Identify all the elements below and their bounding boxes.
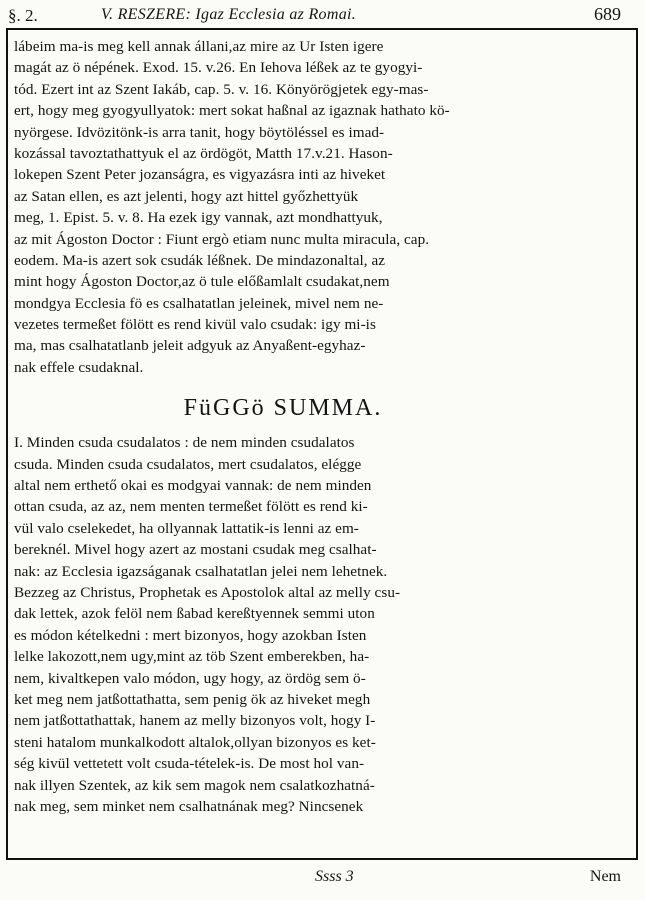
- text-line: vezetes termeßet fölött es rend kivül valo csudak: igy mi-is: [14, 316, 376, 334]
- text-line: es módon kételkedni : mert bizonyos, hogy azokban Isten: [14, 626, 367, 644]
- text-line: nak: az Ecclesia igazságanak csalhatatlan jelei nem lehetnek.: [14, 562, 388, 580]
- text-line: mint hogy Ágoston Doctor,az ö tule előßamlalt csudakat,nem: [14, 273, 390, 291]
- text-line: nyörgese. Idvözitönk-is arra tanit, hogy böytöléssel es imad-: [14, 123, 385, 141]
- text-line: magát az ö népének. Exod. 15. v.26. En Iehova léßek az te gyogyi-: [14, 59, 423, 77]
- signature-mark: Ssss 3: [315, 868, 354, 885]
- text-line: az mit Ágoston Doctor : Fiunt ergò etiam nunc multa miracula, cap.: [14, 230, 430, 248]
- text-line: az Satan ellen, es azt jelenti, hogy azt hittel győzhettyük: [14, 187, 359, 205]
- catchword: Nem: [589, 868, 621, 885]
- text-line: ma, mas csalhatatlanb jeleit adgyuk az Anyaßent-egyhaz-: [14, 337, 366, 355]
- text-line: lelke lakozott,nem ugy,mint az töb Szent emberekben, ha-: [14, 648, 370, 666]
- text-line: nem jatßottathattak, hanem az melly bizonyos volt, hogy I-: [14, 712, 376, 730]
- text-line: ottan csuda, az az, nem menten termeßet fölött es rend ki-: [14, 498, 368, 516]
- text-line: dak lettek, azok felöl nem ßabad kereßtyennek semmi uton: [14, 605, 375, 623]
- text-line: altal nem erthető okai es modgyai vannak: de nem minden: [14, 477, 372, 495]
- text-line: bereknél. Mivel hogy azert az mostani csudak meg csalhat-: [14, 541, 377, 559]
- text-line: nak meg, sem minket nem csalhatnának meg? Nincsenek: [14, 797, 364, 815]
- text-line: csuda. Minden csuda csudalatos, mert csudalatos, elégge: [14, 455, 362, 473]
- text-line: lábeim ma-is meg kell annak állani,az mire az Ur Isten igere: [14, 38, 384, 55]
- text-line: I. Minden csuda csudalatos : de nem minden csudalatos: [14, 434, 355, 452]
- text-line: nem, kivaltkepen valo módon, ugy hogy, az ördög sem ö-: [14, 669, 366, 687]
- running-title: V. RESZERE: Igaz Ecclesia az Romai.: [101, 6, 357, 23]
- text-line: ség kivül vettetett volt csuda-tételek-is. De most hol van-: [14, 755, 365, 773]
- text-line: ket meg nem jatßottathatta, sem penig ök az hiveket megh: [14, 690, 371, 708]
- text-line: Bezzeg az Christus, Prophetak es Apostolok altal az melly csu-: [14, 583, 401, 601]
- page-number: 689: [594, 4, 621, 24]
- text-line: nak illyen Szentek, az kik sem magok nem csalatkozhatná-: [14, 776, 375, 794]
- running-header: [6, 4, 637, 28]
- text-line: vül valo cselekedet, ha ollyannak lattatik-is lenni az em-: [14, 519, 359, 537]
- section-marker: §. 2.: [8, 6, 38, 25]
- text-line: lokepen Szent Peter jozanságra, es vigyazásra inti az hiveket: [14, 166, 386, 184]
- text-line: tód. Ezert int az Szent Iakáb, cap. 5. v. 16. Könyörögjetek egy-mas-: [14, 80, 429, 98]
- text-line: kozással tavoztathattyuk el az ördögöt, Matth 17.v.21. Hason-: [14, 144, 393, 162]
- text-line: nak effele csudaknal.: [14, 358, 144, 376]
- text-line: mondgya Ecclesia fö es csalhatatlan jeleinek, mivel nem ne-: [14, 294, 384, 312]
- paragraph-bottom: [14, 432, 552, 817]
- paragraph-top: [14, 36, 552, 378]
- text-line: ert, hogy meg gyogyullyatok: mert sokat haßnal az igaznak hathato kö-: [14, 102, 450, 120]
- section-heading: FüGGö SUMMA.: [183, 395, 383, 422]
- text-line: eodem. Ma-is azert sok csudák léßnek. De mindazonaltal, az: [14, 251, 386, 269]
- text-line: steni hatalom munkalkodott altalok,ollyan bizonyos es ket-: [14, 733, 376, 751]
- text-body: [14, 36, 552, 817]
- text-line: meg, 1. Epist. 5. v. 8. Ha ezek igy vannak, azt mondhattyuk,: [14, 209, 383, 227]
- page-footer: [10, 868, 635, 892]
